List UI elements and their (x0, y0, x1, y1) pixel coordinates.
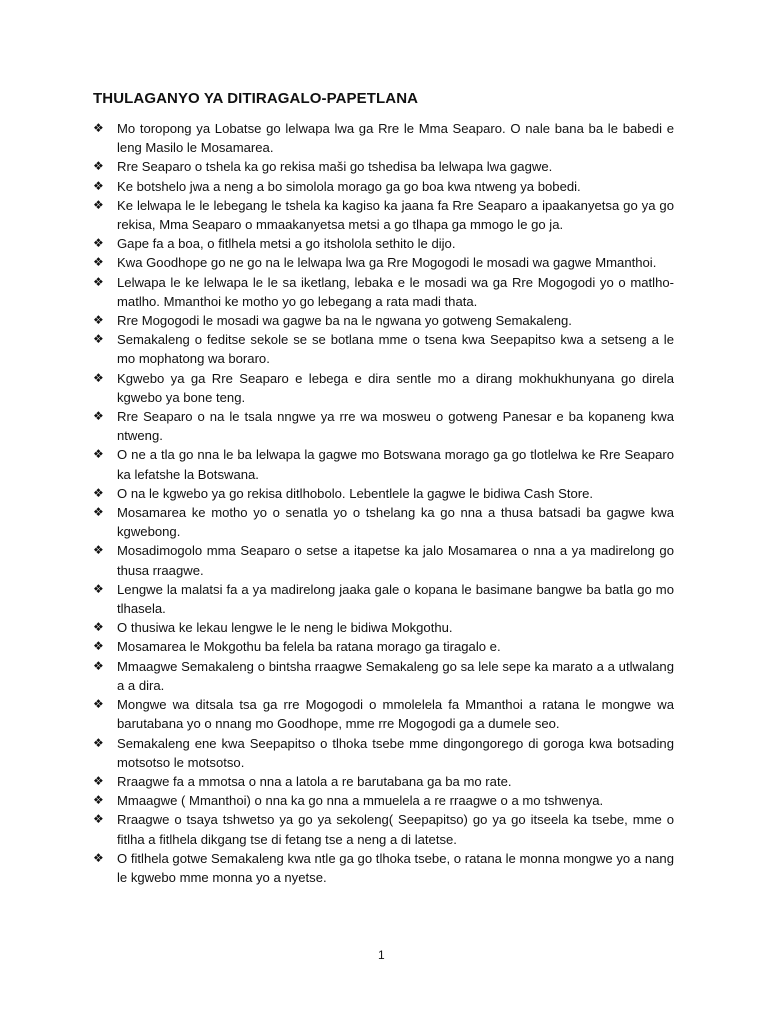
list-item (93, 618, 674, 637)
list-item-text: Ke lelwapa le le lebegang le tshela ka kagiso ka jaana fa Rre Seaparo a ipaakanyetsa go ya go rekisa, Mma Seaparo o mmaakanyetsa metsi a go tlhapa ga mmogo le go ja. (117, 197, 674, 233)
diamond-bullet-icon: ❖ (93, 639, 104, 654)
list-item (93, 157, 674, 176)
diamond-bullet-icon: ❖ (93, 274, 104, 289)
list-item (93, 772, 674, 791)
diamond-bullet-icon: ❖ (93, 505, 104, 520)
list-item (93, 369, 674, 407)
list-item (93, 196, 674, 234)
list-item-text: O fitlhela gotwe Semakaleng kwa ntle ga go tlhoka tsebe, o ratana le monna mongwe yo a nang le kgwebo mme monna yo a nyetse. (117, 850, 674, 885)
diamond-bullet-icon: ❖ (93, 159, 104, 174)
list-item (93, 657, 674, 695)
diamond-bullet-icon: ❖ (93, 773, 104, 788)
list-item (93, 234, 674, 253)
diamond-bullet-icon: ❖ (93, 850, 104, 865)
diamond-bullet-icon: ❖ (93, 178, 104, 193)
list-item-text: Rraagwe fa a mmotsa o nna a latola a re barutabana ga ba mo rate. (117, 773, 512, 789)
diamond-bullet-icon: ❖ (93, 697, 104, 712)
list-item-text: Lelwapa le ke lelwapa le le sa iketlang, lebaka e le mosadi wa ga Rre Mogogodi yo o matlho-matlho. Mmanthoi ke motho yo go lebegang a rata madi thata. (117, 274, 674, 309)
list-item-text: Mmaagwe ( Mmanthoi) o nna ka go nna a mmuelela a re rraagwe o a mo tshwenya. (117, 793, 604, 809)
list-item-text: Rre Mogogodi le mosadi wa gagwe ba na le ngwana yo gotweng Semakaleng. (117, 313, 572, 329)
list-item-text: Ke botshelo jwa a neng a bo simolola morago ga go boa kwa ntweng ya bobedi. (117, 178, 581, 194)
diamond-bullet-icon: ❖ (93, 236, 104, 251)
diamond-bullet-icon: ❖ (93, 658, 104, 673)
list-item-text: Semakaleng o feditse sekole se se botlana mme o tsena kwa Seepapitso kwa a setseng a le mo mophatong wa boraro. (117, 332, 674, 367)
diamond-bullet-icon: ❖ (93, 485, 104, 500)
list-item (93, 407, 674, 445)
diamond-bullet-icon: ❖ (93, 735, 104, 750)
list-item (93, 791, 674, 810)
diamond-bullet-icon: ❖ (93, 121, 104, 135)
list-item (93, 484, 674, 503)
list-item (93, 810, 674, 848)
list-item (93, 330, 674, 368)
diamond-bullet-icon: ❖ (93, 370, 104, 385)
diamond-bullet-icon: ❖ (93, 447, 104, 462)
list-item-text: Lengwe la malatsi fa a ya madirelong jaaka gale o kopana le basimane bangwe ba batla go mo tlhasela. (117, 581, 674, 617)
list-item (93, 580, 674, 618)
list-item (93, 849, 674, 887)
list-item (93, 445, 674, 483)
diamond-bullet-icon: ❖ (93, 812, 104, 827)
diamond-bullet-icon: ❖ (93, 197, 104, 212)
list-item (93, 177, 674, 196)
diamond-bullet-icon: ❖ (93, 409, 104, 424)
list-item (93, 734, 674, 772)
diamond-bullet-icon: ❖ (93, 581, 104, 596)
list-item-text: Mosadimogolo mma Seaparo o setse a itapetse ka jalo Mosamarea o nna a ya madirelong go thusa rraagwe. (117, 543, 674, 578)
list-item-text: O na le kgwebo ya go rekisa ditlhobolo. Lebentlele la gagwe le bidiwa Cash Store. (117, 485, 594, 501)
list-item-text: Mongwe wa ditsala tsa ga rre Mogogodi o mmolelela fa Mmanthoi a ratana le mongwe wa barutabana yo o nnang mo Goodhope, mme rre Mogogodi ga a dumele seo. (117, 697, 674, 732)
list-item-text: Mosamarea le Mokgothu ba felela ba ratana morago ga tiragalo e. (117, 639, 501, 655)
list-item-text: Kwa Goodhope go ne go na le lelwapa lwa ga Rre Mogogodi le mosadi wa gagwe Mmanthoi. (117, 255, 657, 271)
list-item-text: Mosamarea ke motho yo o senatla yo o tshelang ka go nna a thusa batsadi ba gagwe kwa kgwebong. (117, 505, 674, 540)
list-item (93, 503, 674, 541)
list-item (93, 637, 674, 656)
list-item-text: Semakaleng ene kwa Seepapitso o tlhoka tsebe mme dingongorego di goroga kwa botsading motsotso le motsotso. (117, 735, 674, 770)
list-item-text: Rre Seaparo o tshela ka go rekisa maši go tshedisa ba lelwapa lwa gagwe. (117, 159, 553, 175)
diamond-bullet-icon: ❖ (93, 255, 104, 270)
list-item-text: O thusiwa ke lekau lengwe le le neng le bidiwa Mokgothu. (117, 620, 453, 636)
event-list (93, 119, 674, 887)
list-item-text: Rraagwe o tsaya tshwetso ya go ya sekoleng( Seepapitso) go ya go itseela ka tsebe, mme o fitlha a fitlhela dikgang tse di fetang tse a neng a di latetse. (117, 812, 674, 847)
list-item-text: Gape fa a boa, o fitlhela metsi a go itsholola sethito le dijo. (117, 236, 456, 252)
diamond-bullet-icon: ❖ (93, 543, 104, 558)
list-item (93, 311, 674, 330)
diamond-bullet-icon: ❖ (93, 620, 104, 635)
list-item-text: Mo toropong ya Lobatse go lelwapa lwa ga Rre le Mma Seaparo. O nale bana ba le babedi e leng Masilo le Mosamarea. (117, 121, 674, 156)
list-item-text: Rre Seaparo o na le tsala nngwe ya rre wa mosweu o gotweng Panesar e ba kopaneng kwa ntweng. (117, 409, 674, 444)
list-item (93, 253, 674, 272)
list-item (93, 695, 674, 733)
list-item (93, 541, 674, 579)
document-title: THULAGANYO YA DITIRAGALO-PAPETLANA (93, 90, 419, 107)
list-item-text: O ne a tla go nna le ba lelwapa la gagwe mo Botswana morago ga go tlotlelwa ke Rre Seaparo ka lefatshe la Botswana. (117, 447, 674, 482)
diamond-bullet-icon: ❖ (93, 313, 104, 328)
diamond-bullet-icon: ❖ (93, 793, 104, 808)
list-item (93, 119, 674, 157)
list-item-text: Kgwebo ya ga Rre Seaparo e lebega e dira sentle mo a dirang mokhukhunyana go direla kgwebo ya bone teng. (117, 370, 674, 405)
diamond-bullet-icon: ❖ (93, 332, 104, 347)
page-number: 1 (378, 948, 385, 962)
list-item-text: Mmaagwe Semakaleng o bintsha rraagwe Semakaleng go sa lele sepe ka marato a a utlwalang a a dira. (117, 658, 674, 693)
list-item (93, 273, 674, 311)
